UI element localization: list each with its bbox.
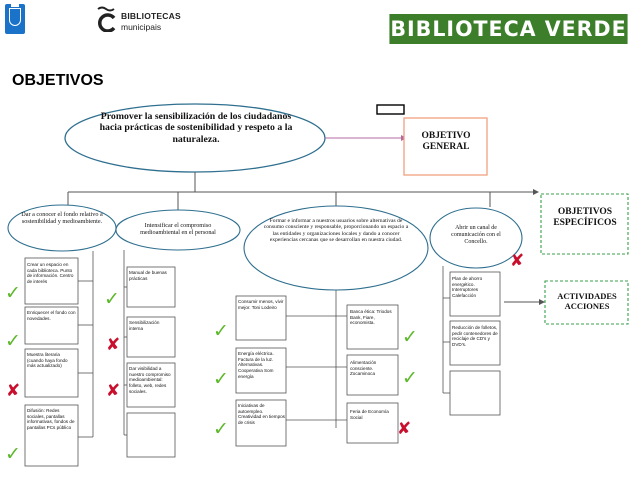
objective-2-text: Intensificar el compromiso medioambiental en el personal [140,222,216,237]
action-c3a-3: Iniciativas de autoempleo. Creatividad en tiempos de crisis [238,403,285,426]
objective-1-text: Dar a conocer el fondo relativo a sostenibilidad y medioambiente. [21,211,103,226]
cross-mark-icon: ✘ [510,251,525,271]
objective-4-text: Abrir un canal de comunicación con el Concello. [451,225,501,245]
check-mark-icon: ✓ [213,320,229,342]
action-c1-4: Difusión: Redes sociales, pantallas informativas, fondos de pantallas PCs público [27,408,75,431]
check-mark-icon: ✓ [104,288,120,310]
check-mark-icon: ✓ [213,418,229,440]
actions-label: ACTIVIDADES ACCIONES [557,291,617,311]
action-box-c2-4 [127,413,175,457]
action-c2-2: Sensibilización interna [129,320,160,331]
cross-mark-icon: ✘ [106,335,121,355]
action-c3b-3: Feria de Economía Social [350,409,389,420]
action-box-c4-3 [450,371,500,415]
cross-mark-icon: ✘ [6,381,21,401]
page-title: OBJETIVOS [12,72,104,89]
action-c2-3: Dar visibilidad a nuestro compromiso medioambiental: folleto, web, redes sociales. [129,366,171,394]
cross-mark-icon: ✘ [106,381,121,401]
action-c3b-1: Banca ética: Triodos Bank, Fiare, economista. [350,309,392,326]
action-c3a-2: Energía eléctrica. Factura de la luz. Alternativas. Cooperativa Som energía [238,351,274,379]
action-c4-1: Plan de ahorro energético. Interruptores Calefacción [452,276,483,299]
check-mark-icon: ✓ [5,282,21,304]
brand-line-1: BIBLIOTECAS [121,11,181,21]
action-c3a-1: Consumir menos, vivir mejor. Toni Lodeiro [238,299,284,310]
cross-mark-icon: ✘ [397,419,412,439]
objective-3-text: Formar e informar a nuestros usuarios sobre alternativas de consumo consciente y responsable, proporcionando un espacio a las entidades y organizaciones locales y dando a conocer experiencias cercanas que se desarrollan en nuestra ciudad. [263,218,409,244]
action-c1-1: Crear un espacio en cada biblioteca. Punto de información. Centro de interés [27,262,74,285]
specific-objectives-label: OBJETIVOS ESPECÍFICOS [553,207,617,228]
general-objective-text: Promover la sensibilización de los ciudadanos hacia prácticas de sostenibilidad y respeto a la naturaleza. [99,111,293,145]
check-mark-icon: ✓ [402,367,418,389]
check-mark-icon: ✓ [5,443,21,465]
action-c4-2: Reducción de folletos, pedir contenedores de reciclaje de CD's y DVD's. [452,325,498,348]
check-mark-icon: ✓ [213,368,229,390]
action-c3b-2: Alimentación consciente. Zocaminoca [350,360,377,377]
check-mark-icon: ✓ [5,330,21,352]
action-c1-3: Muestra literaria (cuando haya fondo más actualizado) [27,352,68,369]
biblioteca-verde-banner: BIBLIOTECA VERDE [389,14,627,44]
brand-line-2: municipais [121,22,162,32]
action-c1-2: Enriquecer el fondo con novedades. [27,310,76,321]
check-mark-icon: ✓ [402,326,418,348]
action-c2-1: Manual de buenas prácticas [129,270,167,281]
small-top-box [377,105,404,114]
general-objective-label: OBJETIVO GENERAL [421,131,471,152]
